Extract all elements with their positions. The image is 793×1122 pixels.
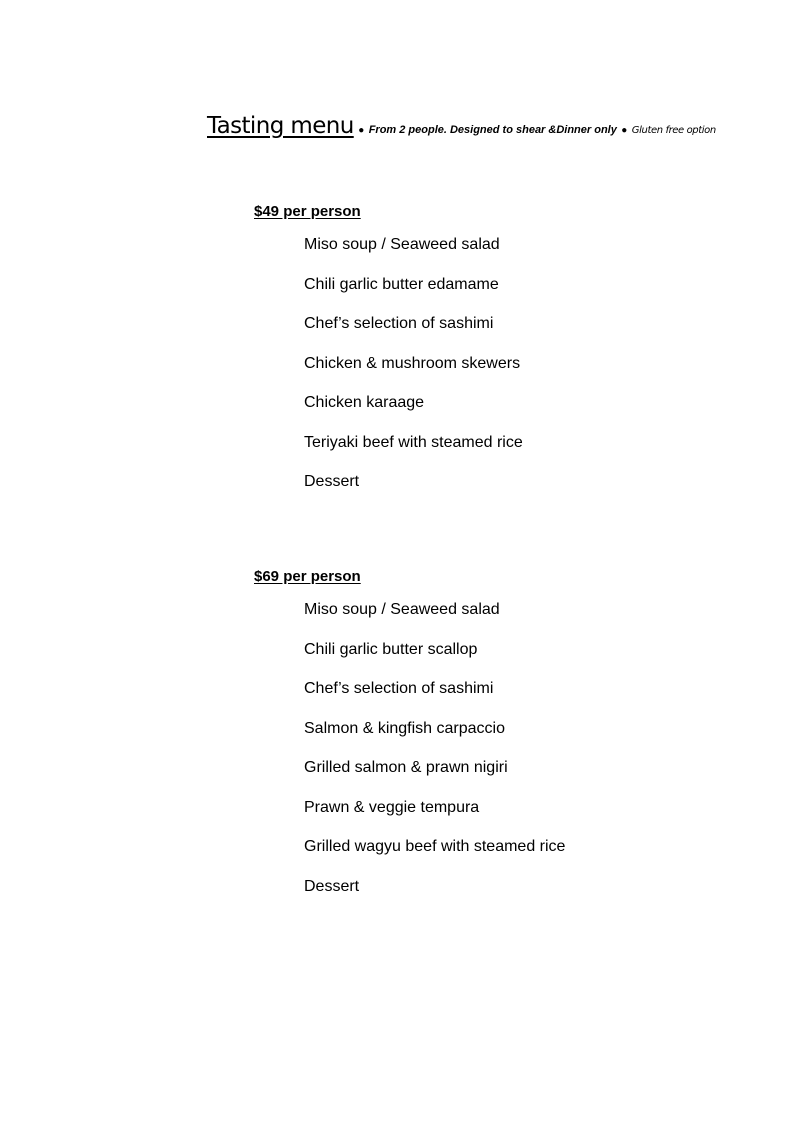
menu-item: Chef’s selection of sashimi (304, 680, 494, 697)
menu-item: Chicken karaage (304, 394, 425, 411)
menu-item: Grilled salmon & prawn nigiri (304, 759, 508, 776)
menu-item: Teriyaki beef with steamed rice (304, 433, 523, 451)
menu-item: Chef’s selection of sashimi (304, 315, 494, 332)
menu-item: Chili garlic butter scallop (304, 640, 478, 658)
menu-item: Chicken & mushroom skewers (304, 354, 521, 372)
menu-item: Dessert (304, 473, 360, 490)
menu-item-list (304, 600, 565, 896)
menu-item: Miso soup / Seaweed salad (304, 236, 500, 253)
menu-item: Dessert (304, 877, 360, 895)
gluten-free-note: Gluten free option (631, 125, 716, 136)
bullet-separator: ● (621, 125, 628, 136)
menu-item: Miso soup / Seaweed salad (304, 601, 500, 618)
menu-section-69 (254, 568, 565, 916)
menu-section-49 (254, 203, 523, 512)
menu-item-list (304, 235, 523, 491)
menu-subtitle: From 2 people. Designed to shear &Dinner only (368, 124, 617, 136)
menu-item: Chili garlic butter edamame (304, 275, 499, 293)
menu-item: Grilled wagyu beef with steamed rice (304, 838, 566, 855)
menu-header (207, 113, 716, 139)
price-heading: $69 per person (254, 568, 361, 585)
menu-item: Salmon & kingfish carpaccio (304, 719, 505, 737)
price-heading: $49 per person (254, 203, 361, 220)
menu-item: Prawn & veggie tempura (304, 798, 480, 816)
page-title: Tasting menu (207, 113, 354, 139)
bullet-separator: ● (358, 125, 365, 136)
